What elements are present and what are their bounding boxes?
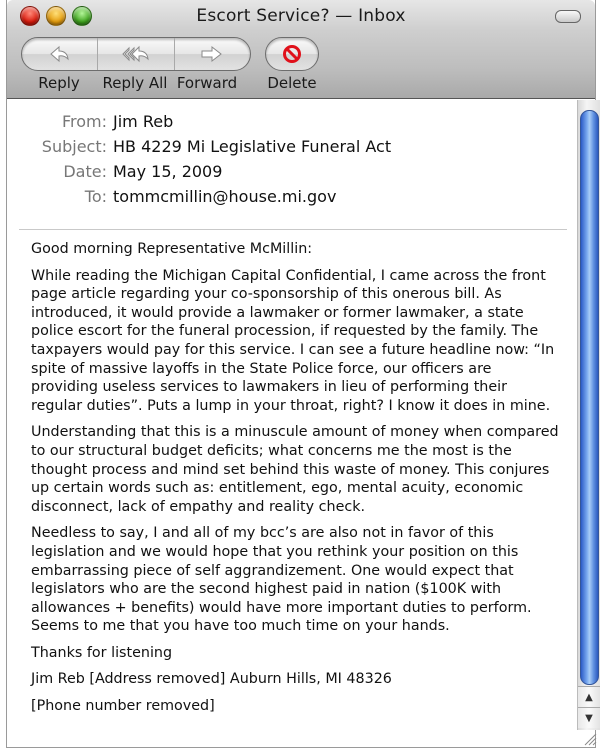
delete-button[interactable] — [265, 37, 319, 71]
date-label: Date: — [63, 162, 107, 181]
from-label: From: — [61, 112, 107, 131]
scroll-down-button[interactable] — [578, 707, 600, 728]
mail-window — [6, 0, 596, 748]
body-paragraph: Needless to say, I and all of my bcc’s are also not in favor of this legislation and we would hope that you rethink your position on this embarrassing piece of self aggrandizement. One would expect that legislators who are the second highest paid in nation ($100K with allowances + benefits) would have more important duties to perform. Seems to me that you have too much time on your hands. — [31, 525, 532, 635]
date-value: May 15, 2009 — [113, 162, 223, 181]
scrollbar-thumb[interactable] — [580, 110, 599, 685]
title-bar — [7, 0, 595, 99]
signature-phone: [Phone number removed] — [31, 698, 215, 715]
resize-grip-icon[interactable] — [581, 730, 597, 746]
message-headers — [7, 112, 567, 212]
header-to — [7, 187, 567, 212]
reply-all-label[interactable]: Reply All — [102, 74, 168, 92]
header-date — [7, 162, 567, 187]
to-label: To: — [84, 187, 107, 206]
header-divider — [19, 229, 567, 230]
header-subject — [7, 137, 567, 162]
reply-arrow-icon — [49, 45, 71, 63]
reply-all-arrow-icon — [121, 45, 151, 63]
delete-prohibited-icon — [282, 44, 302, 64]
arrow-down-icon: ▼ — [585, 712, 593, 724]
toolbar-toggle-button[interactable] — [555, 10, 581, 23]
forward-arrow-icon — [200, 45, 224, 63]
arrow-up-icon: ▲ — [585, 691, 593, 703]
body-paragraph: Understanding that this is a minuscule amount of money when compared to our structural budget deficits; what concerns me the most is the thought process and mind set behind this waste of money. This conjures up certain words such as: entitlement, ego, mental acuity, economic disconnect, lack of empathy and reality check. — [31, 424, 559, 515]
subject-label: Subject: — [41, 137, 107, 156]
header-from — [7, 112, 567, 137]
subject-value: HB 4229 Mi Legislative Funeral Act — [113, 137, 392, 156]
vertical-scrollbar[interactable] — [577, 100, 600, 730]
closing-paragraph: Thanks for listening — [31, 644, 173, 661]
from-value[interactable]: Jim Reb — [113, 112, 174, 131]
greeting-paragraph: Good morning Representative McMillin: — [31, 241, 313, 257]
reply-label[interactable]: Reply — [38, 74, 80, 92]
body-paragraph: While reading the Michigan Capital Confidential, I came across the front page article regarding your co-sponsorship of this onerous bill. As introduced, it would provide a lawmaker or former lawmaker, a state police escort for the funeral procession, if requested by the family. The taxpayers would pay for this service. I can see a future headline now: “In spite of massive layoffs in the State Police force, our officers are providing useless services to lawmakers in lieu of performing their regular duties”. Puts a lump in your throat, right? I know it does in mine. — [31, 267, 555, 414]
reply-button-group — [21, 37, 251, 71]
window-title: Escort Service? — Inbox — [196, 6, 406, 26]
forward-button[interactable] — [175, 38, 250, 70]
message-body — [31, 240, 561, 724]
to-value[interactable]: tommcmillin@house.mi.gov — [113, 187, 337, 206]
signature-address: Jim Reb [Address removed] Auburn Hills, MI 48326 — [31, 671, 392, 688]
forward-label[interactable]: Forward — [176, 74, 238, 92]
delete-label[interactable]: Delete — [267, 74, 317, 92]
scroll-up-button[interactable] — [578, 686, 600, 707]
reply-all-button[interactable] — [98, 38, 174, 70]
reply-button[interactable] — [22, 38, 98, 70]
